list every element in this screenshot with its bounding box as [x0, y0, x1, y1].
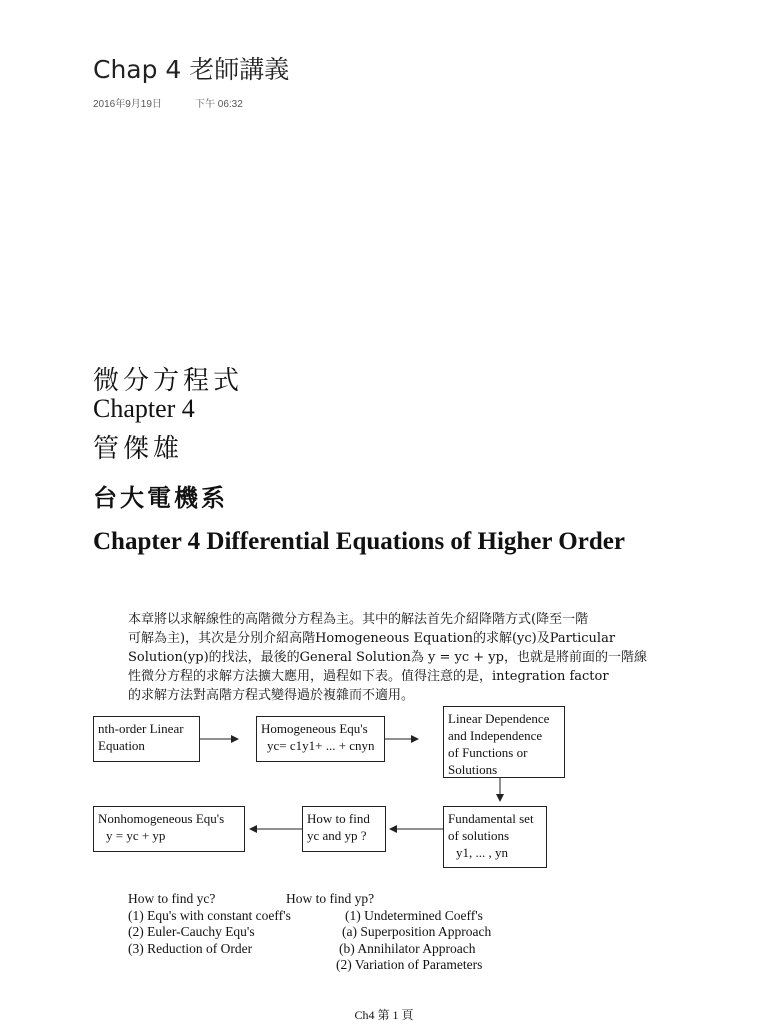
- box-fundamental-set: [443, 806, 547, 868]
- box-line: y = yc + yp: [106, 828, 166, 843]
- box-how-to-find: [302, 806, 386, 852]
- doc-author: 管傑雄: [93, 434, 184, 464]
- method-yp: (1) Undetermined Coeff's: [345, 907, 483, 923]
- box-nonhomogeneous: [93, 806, 245, 852]
- chapter-heading: Chapter 4 Differential Equations of Higher Order: [93, 528, 625, 555]
- box-line: of solutions: [448, 828, 510, 843]
- header-yp: How to find yp?: [286, 891, 375, 906]
- intro-line: 的求解方法對高階方程式變得過於複雜而不適用。: [128, 688, 415, 703]
- intro-line: 本章將以求解線性的高階微分方程為主。其中的解法首先介紹降階方式(降至一階: [128, 612, 589, 627]
- doc-department: 台大電機系: [93, 483, 228, 512]
- note-title[interactable]: Chap 4 老師講義: [93, 55, 290, 84]
- box-line: y1, ... , yn: [456, 845, 508, 860]
- method-yp: (a) Superposition Approach: [342, 924, 492, 939]
- method-yp: (2) Variation of Parameters: [336, 957, 483, 972]
- method-yc: (2) Euler-Cauchy Equ's: [128, 924, 255, 939]
- box-line: How to find: [307, 811, 370, 826]
- method-yp: (b) Annihilator Approach: [339, 940, 476, 956]
- box-line: Solutions: [448, 762, 498, 777]
- box-homogeneous: [256, 716, 385, 762]
- box-line: Fundamental set: [448, 811, 534, 826]
- box-line: nth-order Linear: [98, 721, 184, 736]
- page-footer: Ch4 第 1 頁: [354, 1008, 414, 1022]
- box-line: Linear Dependence: [448, 711, 550, 726]
- box-line: Nonhomogeneous Equ's: [98, 811, 225, 826]
- header-yc: How to find yc?: [128, 891, 216, 906]
- methods-list: [128, 891, 688, 974]
- note-date: 2016年9月19日: [93, 99, 162, 110]
- intro-line: 可解為主)，其次是分別介紹高階Homogeneous Equation的求解(yc)及Particular: [128, 631, 616, 646]
- intro-line: Solution(yp)的找法，最後的General Solution為 y = yc + yp，也就是將前面的一階線: [128, 650, 647, 665]
- box-line: Equation: [98, 738, 145, 753]
- intro-line: 性微分方程的求解方法擴大應用，過程如下表。值得注意的是，integration factor: [128, 669, 609, 684]
- box-line: of Functions or: [448, 745, 528, 760]
- box-line: Homogeneous Equ's: [261, 721, 368, 736]
- doc-title-cjk: 微分方程式: [93, 366, 244, 396]
- note-time: 下午 06:32: [195, 99, 243, 110]
- box-line: yc= c1y1+ ... + cnyn: [267, 738, 375, 753]
- method-yc: (3) Reduction of Order: [128, 940, 253, 956]
- box-line: and Independence: [448, 728, 543, 743]
- method-yc: (1) Equ's with constant coeff's: [128, 907, 291, 923]
- doc-chapter: Chapter 4: [93, 394, 195, 423]
- box-line: yc and yp ?: [307, 828, 367, 843]
- box-linear-dependence: [443, 706, 565, 778]
- box-nth-order-linear: [93, 716, 200, 762]
